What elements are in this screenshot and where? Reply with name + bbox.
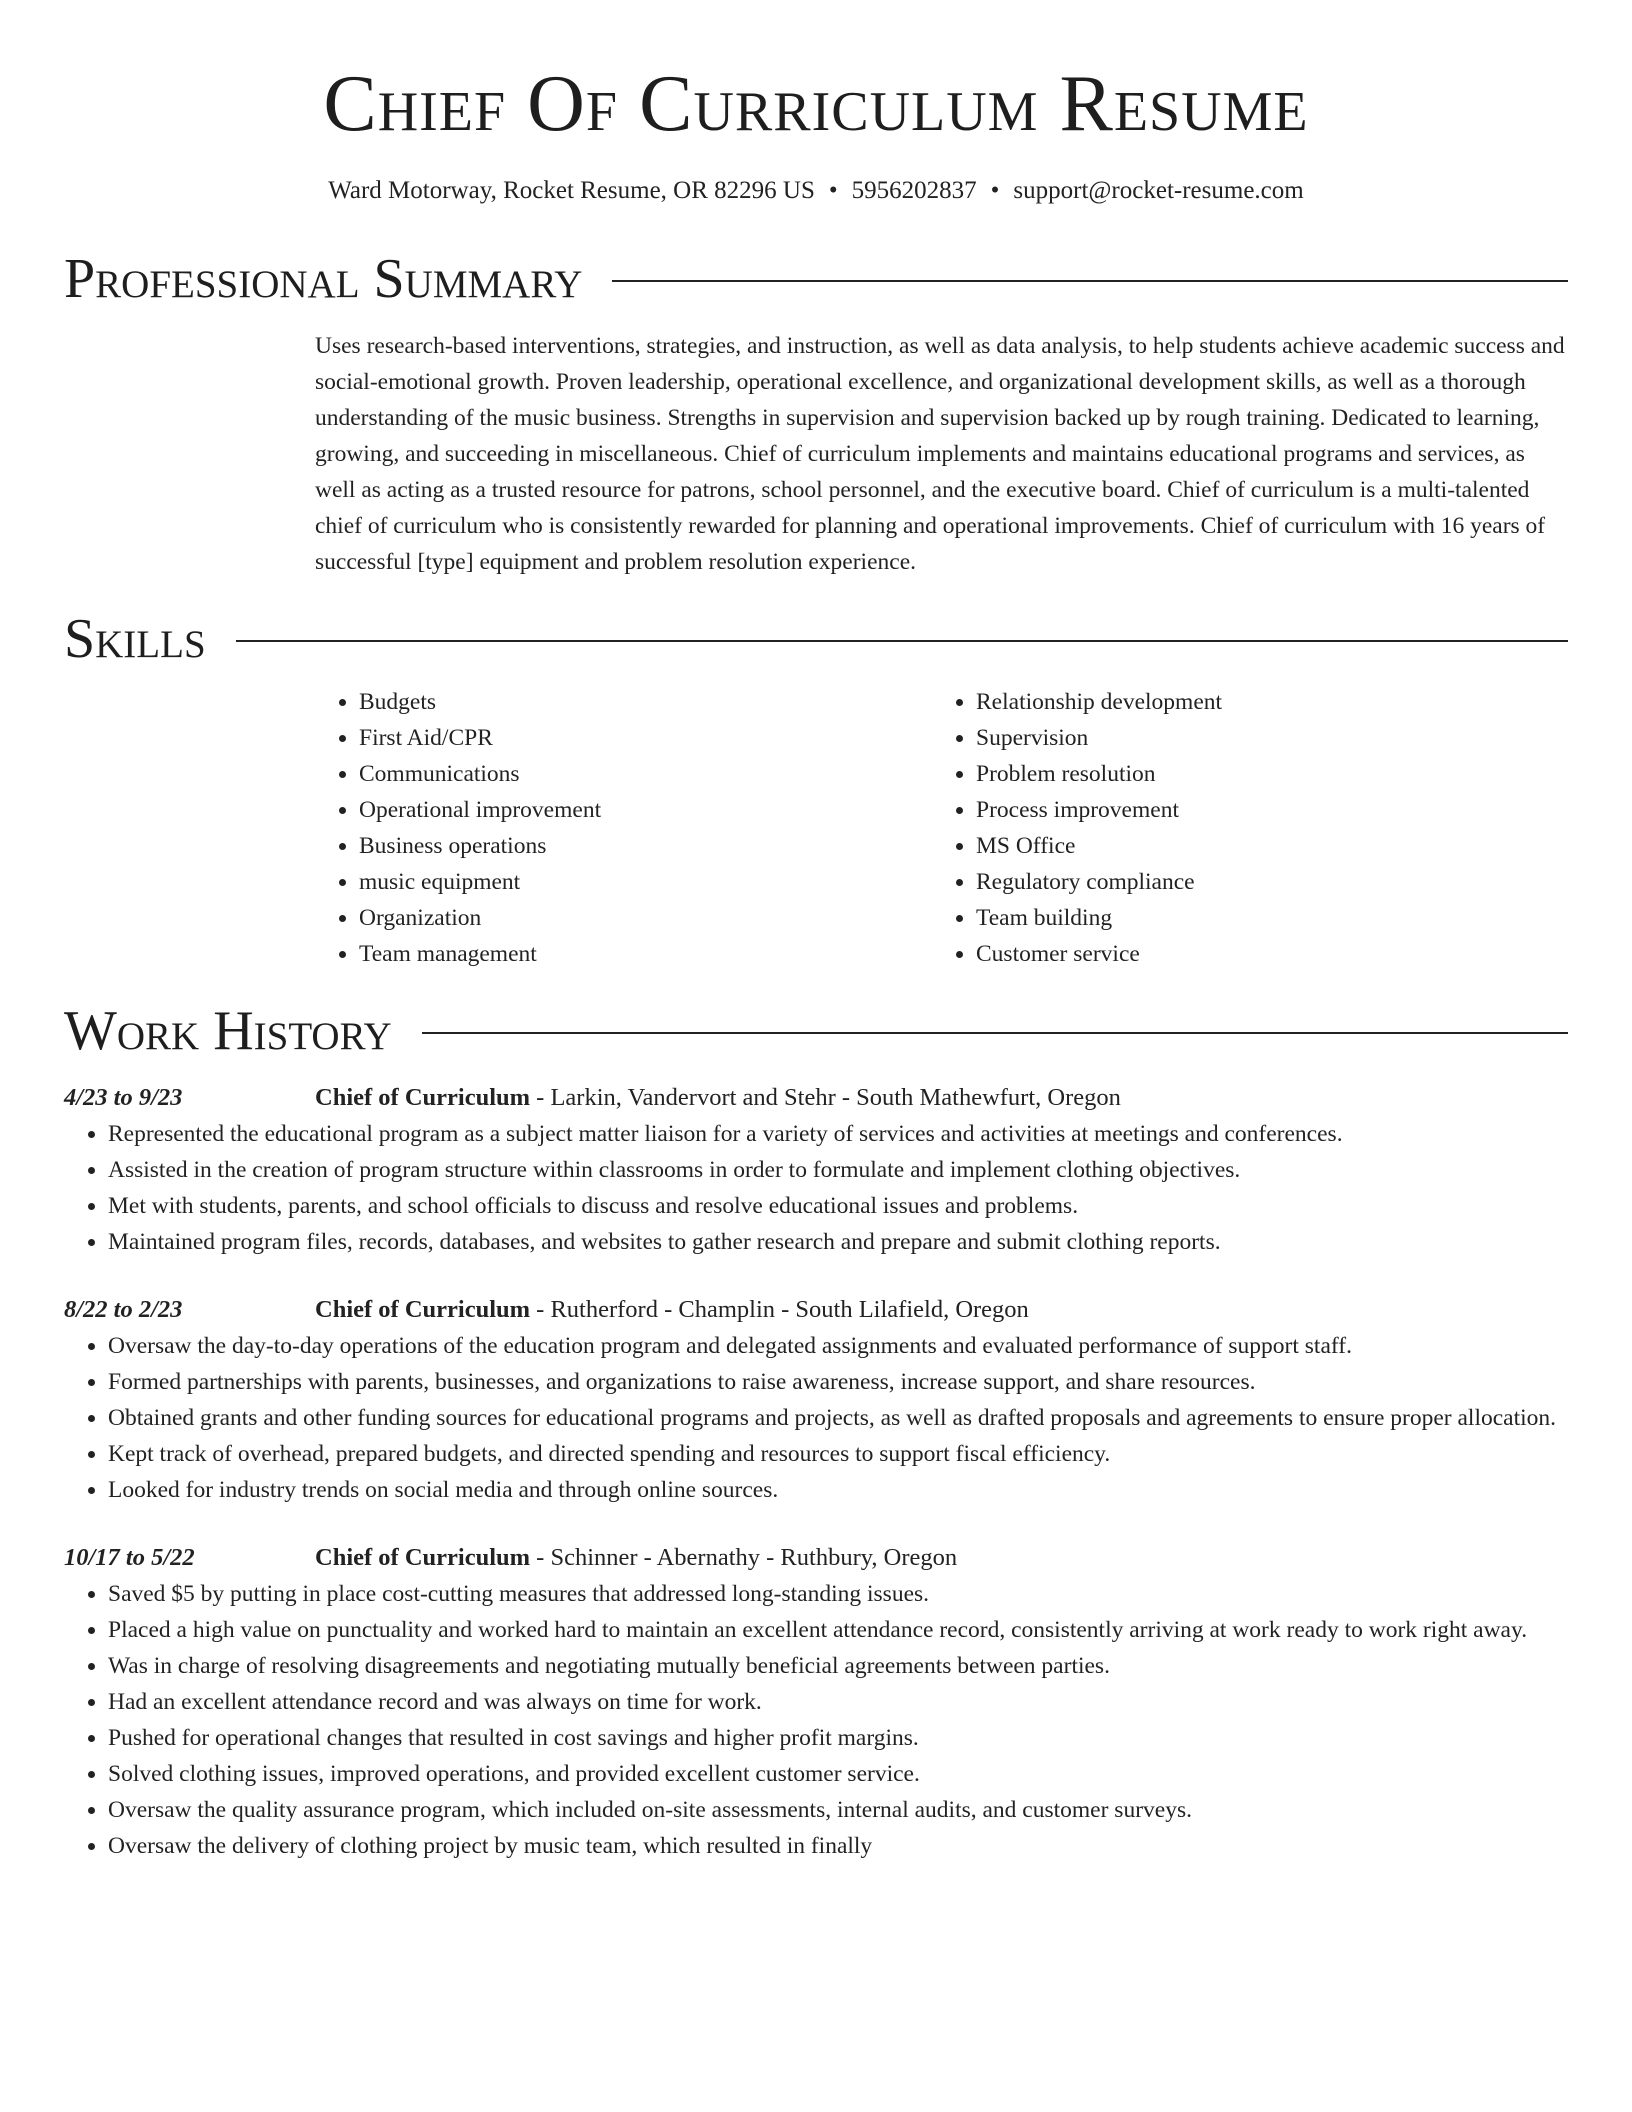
- summary-text: Uses research-based interventions, strategies, and instruction, as well as data analysis, to help students achieve academic success and social-emotional growth. Proven leadership, operational excellence, and organizational development skills, as well as a thorough understanding of the music business. Strengths in supervision and supervision backed up by rough training. Dedicated to learning, growing, and succeeding in miscellaneous. Chief of curriculum implements and maintains educational programs and services, as well as acting as a trusted resource for patrons, school personnel, and the executive board. Chief of curriculum is a multi-talented chief of curriculum who is consistently rewarded for planning and operational improvements. Chief of curriculum with 16 years of successful [type] equipment and problem resolution experience.: [315, 333, 1565, 575]
- job-bullets: [64, 1116, 1568, 1260]
- job-bullet: • Looked for industry trends on social media and through online sources.: [108, 1472, 1568, 1508]
- job-info: [315, 1292, 1029, 1328]
- job-bullet: • Obtained grants and other funding sources for educational programs and projects, as well as drafted proposals and agreements to ensure proper allocation.: [108, 1400, 1568, 1436]
- job-info: [315, 1540, 957, 1576]
- job-bullet: • Met with students, parents, and school officials to discuss and resolve educational issues and problems.: [108, 1188, 1568, 1224]
- job-bullet: • Oversaw the day-to-day operations of the education program and delegated assignments and evaluated performance of support staff.: [108, 1328, 1568, 1364]
- job-bullet: • Assisted in the creation of program structure within classrooms in order to formulate and implement clothing objectives.: [108, 1152, 1568, 1188]
- job-bullet: • Placed a high value on punctuality and worked hard to maintain an excellent attendance record, consistently arriving at work ready to work right away.: [108, 1612, 1568, 1648]
- skill-item: • First Aid/CPR: [359, 720, 932, 756]
- job-bullet: • Formed partnerships with parents, businesses, and organizations to raise awareness, increase support, and share resources.: [108, 1364, 1568, 1400]
- resume-title: Chief Of Curriculum Resume: [323, 60, 1309, 148]
- skill-item: • Process improvement: [976, 792, 1549, 828]
- skill-item: • Team building: [976, 900, 1549, 936]
- contact-separator: •: [828, 177, 838, 204]
- section-title: Work History: [64, 1000, 392, 1062]
- job-header: [64, 1080, 1568, 1116]
- contact-line: [64, 174, 1568, 208]
- section-title: Professional Summary: [64, 248, 583, 310]
- job-dates: 8/22 to 2/23: [64, 1296, 183, 1323]
- job-entry: [64, 1540, 1568, 1864]
- job-bullet: • Pushed for operational changes that resulted in cost savings and higher profit margins.: [108, 1720, 1568, 1756]
- skill-item: • Problem resolution: [976, 756, 1549, 792]
- contact-separator: •: [990, 177, 1000, 204]
- job-bullets: [64, 1576, 1568, 1864]
- job-entry: [64, 1292, 1568, 1508]
- skill-item: • Business operations: [359, 828, 932, 864]
- job-header: [64, 1292, 1568, 1328]
- job-bullets: [64, 1328, 1568, 1508]
- job-dates: 10/17 to 5/22: [64, 1544, 195, 1571]
- contact-phone: 5956202837: [851, 177, 977, 204]
- skill-item: • Budgets: [359, 684, 932, 720]
- section-divider: [236, 640, 1568, 642]
- skill-item: • Customer service: [976, 936, 1549, 972]
- skill-item: • Operational improvement: [359, 792, 932, 828]
- section-skills: [64, 606, 1568, 672]
- job-role: Chief of Curriculum: [315, 1544, 531, 1571]
- work-history-list: [64, 1080, 1568, 1864]
- skill-item: • Team management: [359, 936, 932, 972]
- skill-item: • Regulatory compliance: [976, 864, 1549, 900]
- job-info: [315, 1080, 1121, 1116]
- skills-columns: [315, 684, 1568, 972]
- skills-list-right: [932, 684, 1549, 972]
- section-divider: [422, 1032, 1568, 1034]
- section-title: Skills: [64, 608, 206, 670]
- contact-address: Ward Motorway, Rocket Resume, OR 82296 US: [328, 177, 815, 204]
- job-role: Chief of Curriculum: [315, 1296, 531, 1323]
- job-entry: [64, 1080, 1568, 1260]
- section-divider: [612, 280, 1568, 282]
- contact-email: support@rocket-resume.com: [1013, 177, 1304, 204]
- job-bullet: • Saved $5 by putting in place cost-cutting measures that addressed long-standing issues.: [108, 1576, 1568, 1612]
- skill-item: • Communications: [359, 756, 932, 792]
- section-professional-summary: [64, 246, 1568, 312]
- job-header: [64, 1540, 1568, 1576]
- job-dates: 4/23 to 9/23: [64, 1084, 183, 1111]
- job-bullet: • Oversaw the delivery of clothing project by music team, which resulted in finally: [108, 1828, 1568, 1864]
- job-bullet: • Kept track of overhead, prepared budgets, and directed spending and resources to support fiscal efficiency.: [108, 1436, 1568, 1472]
- job-company: - Rutherford - Champlin - South Lilafield, Oregon: [530, 1296, 1029, 1323]
- section-work-history: [64, 998, 1568, 1064]
- job-bullet: • Solved clothing issues, improved operations, and provided excellent customer service.: [108, 1756, 1568, 1792]
- skill-item: • Supervision: [976, 720, 1549, 756]
- job-company: - Schinner - Abernathy - Ruthbury, Oregon: [530, 1544, 958, 1571]
- job-bullet: • Oversaw the quality assurance program, which included on-site assessments, internal audits, and customer surveys.: [108, 1792, 1568, 1828]
- skill-item: • Relationship development: [976, 684, 1549, 720]
- job-bullet: • Maintained program files, records, databases, and websites to gather research and prepare and submit clothing reports.: [108, 1224, 1568, 1260]
- job-company: - Larkin, Vandervort and Stehr - South Mathewfurt, Oregon: [530, 1084, 1121, 1111]
- job-role: Chief of Curriculum: [315, 1084, 531, 1111]
- resume-page: [64, 0, 1568, 1864]
- skill-item: • MS Office: [976, 828, 1549, 864]
- job-bullet: • Represented the educational program as a subject matter liaison for a variety of services and activities at meetings and conferences.: [108, 1116, 1568, 1152]
- job-bullet: • Had an excellent attendance record and was always on time for work.: [108, 1684, 1568, 1720]
- skill-item: • Organization: [359, 900, 932, 936]
- skills-list-left: [315, 684, 932, 972]
- job-bullet: • Was in charge of resolving disagreements and negotiating mutually beneficial agreements between parties.: [108, 1648, 1568, 1684]
- skill-item: • music equipment: [359, 864, 932, 900]
